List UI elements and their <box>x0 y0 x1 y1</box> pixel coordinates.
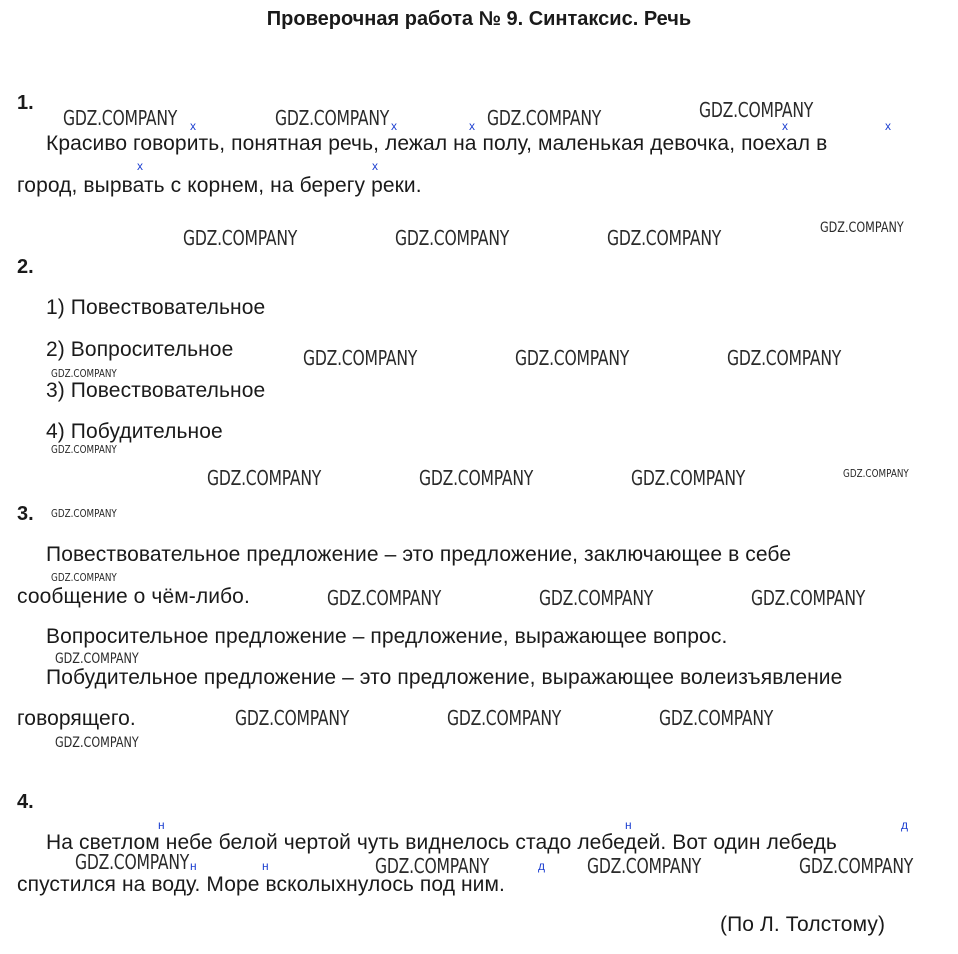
task-2-number: 2. <box>17 256 34 278</box>
watermark: GDZ.COMPANY <box>375 854 490 878</box>
task-3-imperative-line-2: говорящего. <box>17 707 136 730</box>
watermark: GDZ.COMPANY <box>63 106 178 130</box>
watermark: GDZ.COMPANY <box>51 443 117 456</box>
watermark: GDZ.COMPANY <box>395 226 510 250</box>
task-3-number: 3. <box>17 503 34 525</box>
watermark: GDZ.COMPANY <box>699 98 814 122</box>
watermark: GDZ.COMPANY <box>515 346 630 370</box>
grammar-mark-n: н <box>158 818 165 832</box>
task-2-item-4: 4) Побудительное <box>46 420 223 443</box>
grammar-mark-d: д <box>901 818 909 832</box>
task-3-interrogative: Вопросительное предложение – предложение, выражающее вопрос. <box>46 625 728 648</box>
task-3-imperative-line-1: Побудительное предложение – это предложение, выражающее волеизъявление <box>46 666 843 689</box>
stress-mark-x: x <box>469 119 475 133</box>
grammar-mark-d: д <box>538 859 546 873</box>
stress-mark-x: x <box>137 159 143 173</box>
task-2-item-1: 1) Повествовательное <box>46 296 266 319</box>
watermark: GDZ.COMPANY <box>539 586 654 610</box>
watermark: GDZ.COMPANY <box>447 706 562 730</box>
watermark: GDZ.COMPANY <box>207 466 322 490</box>
task-1-line-2: город, вырвать с корнем, на берегу реки. <box>17 174 422 197</box>
watermark: GDZ.COMPANY <box>235 706 350 730</box>
grammar-mark-n: н <box>262 859 269 873</box>
stress-mark-x: x <box>372 159 378 173</box>
watermark: GDZ.COMPANY <box>327 586 442 610</box>
watermark: GDZ.COMPANY <box>607 226 722 250</box>
stress-mark-x: x <box>885 119 891 133</box>
watermark: GDZ.COMPANY <box>727 346 842 370</box>
watermark: GDZ.COMPANY <box>659 706 774 730</box>
task-4-attribution: (По Л. Толстому) <box>720 913 886 936</box>
stress-mark-x: x <box>391 119 397 133</box>
watermark: GDZ.COMPANY <box>631 466 746 490</box>
task-3-declarative-line-2: сообщение о чём-либо. <box>17 585 250 608</box>
watermark: GDZ.COMPANY <box>587 854 702 878</box>
watermark: GDZ.COMPANY <box>820 220 904 236</box>
watermark: GDZ.COMPANY <box>183 226 298 250</box>
task-2-item-3: 3) Повествовательное <box>46 379 266 402</box>
watermark: GDZ.COMPANY <box>419 466 534 490</box>
watermark: GDZ.COMPANY <box>303 346 418 370</box>
task-1-line-1: Красиво говорить, понятная речь, лежал на полу, маленькая девочка, поехал в <box>46 132 828 155</box>
watermark: GDZ.COMPANY <box>799 854 914 878</box>
watermark: GDZ.COMPANY <box>843 467 909 480</box>
stress-mark-x: x <box>190 119 196 133</box>
task-2-item-2: 2) Вопросительное <box>46 338 234 361</box>
grammar-mark-n: н <box>190 859 197 873</box>
stress-mark-x: x <box>782 119 788 133</box>
watermark: GDZ.COMPANY <box>55 651 139 667</box>
watermark: GDZ.COMPANY <box>51 367 117 380</box>
watermark: GDZ.COMPANY <box>51 571 117 584</box>
task-4-line-1: На светлом небе белой чертой чуть виднелось стадо лебедей. Вот один лебедь <box>46 831 837 854</box>
watermark: GDZ.COMPANY <box>75 850 190 874</box>
watermark: GDZ.COMPANY <box>51 507 117 520</box>
watermark: GDZ.COMPANY <box>275 106 390 130</box>
task-4-number: 4. <box>17 791 34 813</box>
watermark: GDZ.COMPANY <box>751 586 866 610</box>
watermark: GDZ.COMPANY <box>55 735 139 751</box>
task-4-line-2: спустился на воду. Море всколыхнулось под ним. <box>17 873 505 896</box>
page-title: Проверочная работа № 9. Синтаксис. Речь <box>266 8 692 30</box>
grammar-mark-n: н <box>625 818 632 832</box>
task-3-declarative-line-1: Повествовательное предложение – это предложение, заключающее в себе <box>46 543 792 566</box>
task-1-number: 1. <box>17 92 34 114</box>
watermark: GDZ.COMPANY <box>487 106 602 130</box>
